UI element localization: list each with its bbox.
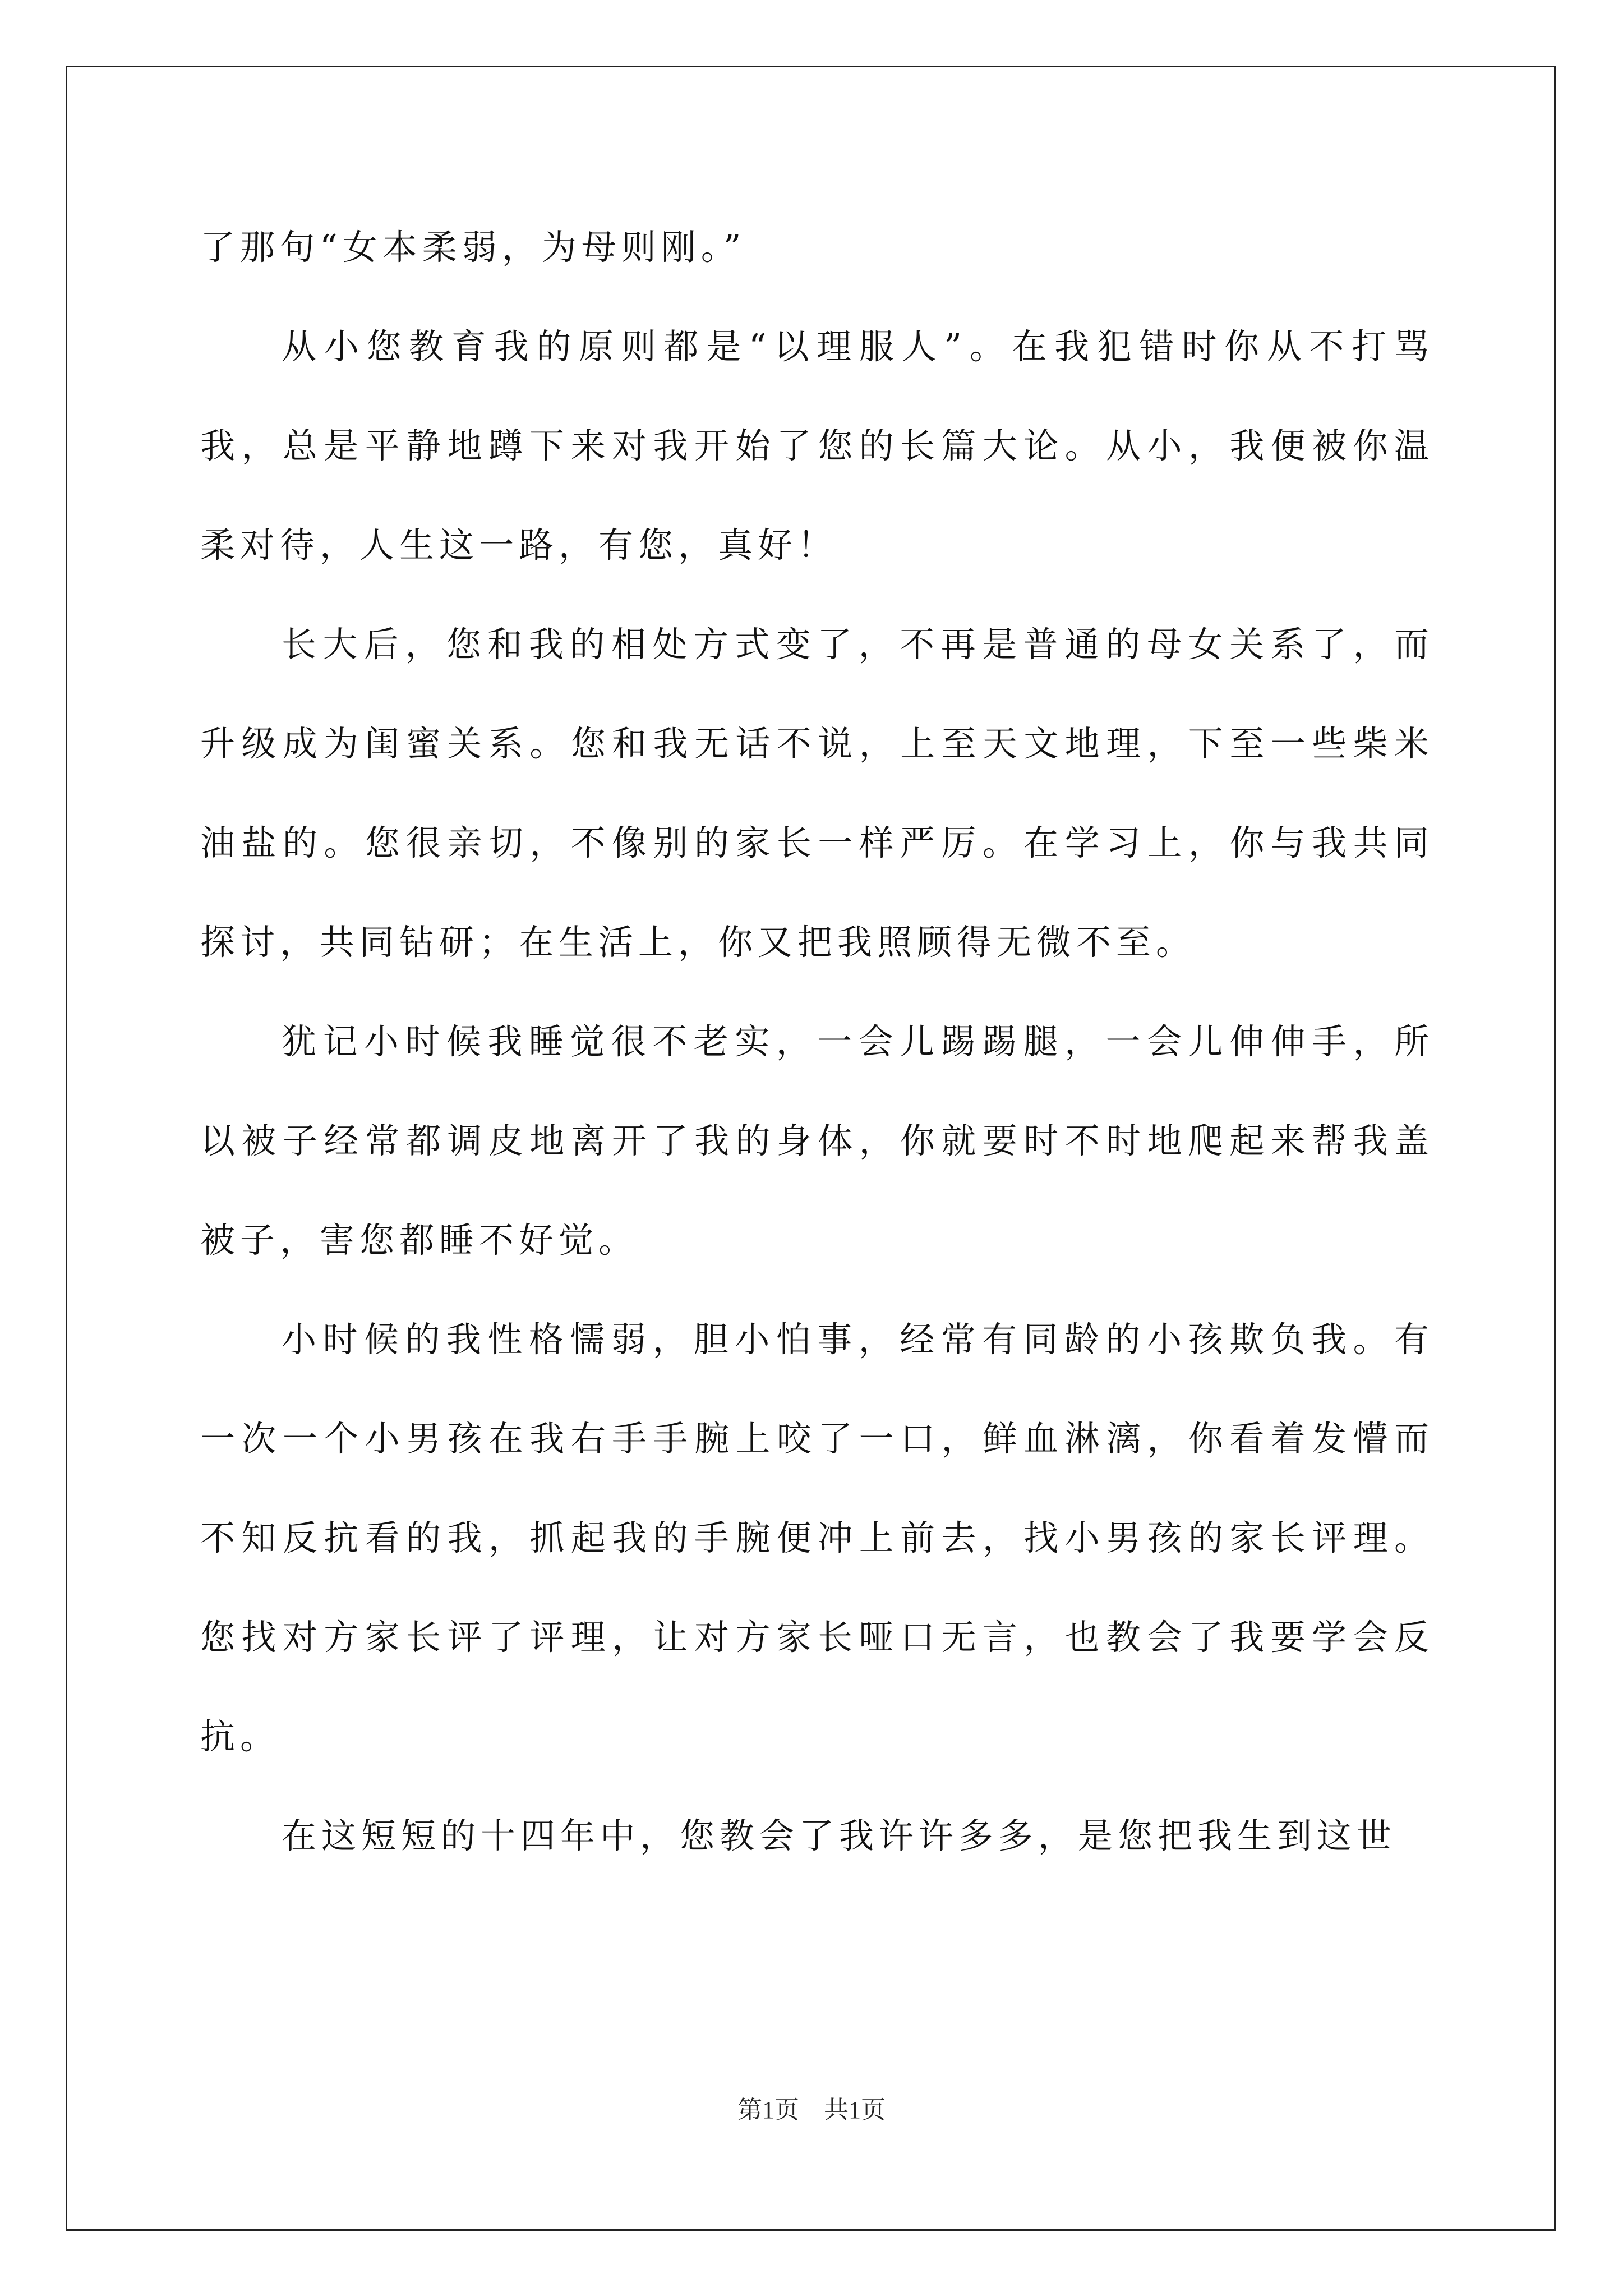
document-body [200,197,1434,1885]
paragraph-5: 小时候的我性格懦弱，胆小怕事，经常有同龄的小孩欺负我。有一次一个小男孩在我右手手腕上咬了一口，鲜血淋漓，你看着发懵而不知反抗看的我，抓起我的手腕便冲上前去，找小男孩的家长评理。您找对方家长评了评理，让对方家长哑口无言，也教会了我要学会反抗。 [200,1319,1434,1757]
paragraph-1: 了那句“女本柔弱，为母则刚。” [200,227,746,268]
paragraph-2: 从小您教育我的原则都是“以理服人”。在我犯错时你从不打骂我，总是平静地蹲下来对我开始了您的长篇大论。从小，我便被你温柔对待，人生这一路，有您，真好！ [200,326,1434,565]
paragraph-4: 犹记小时候我睡觉很不老实，一会儿踢踢腿，一会儿伸伸手，所以被子经常都调皮地离开了我的身体，你就要时不时地爬起来帮我盖被子，害您都睡不好觉。 [200,1021,1434,1260]
page-number-footer: 第1页 共1页 [737,2096,886,2124]
paragraph-3: 长大后，您和我的相处方式变了，不再是普通的母女关系了，而升级成为闺蜜关系。您和我无话不说，上至天文地理，下至一些柴米油盐的。您很亲切，不像别的家长一样严厉。在学习上，你与我共同探讨，共同钻研；在生活上，你又把我照顾得无微不至。 [200,624,1434,963]
paragraph-6: 在这短短的十四年中，您教会了我许许多多，是您把我生到这世 [282,1815,1397,1856]
